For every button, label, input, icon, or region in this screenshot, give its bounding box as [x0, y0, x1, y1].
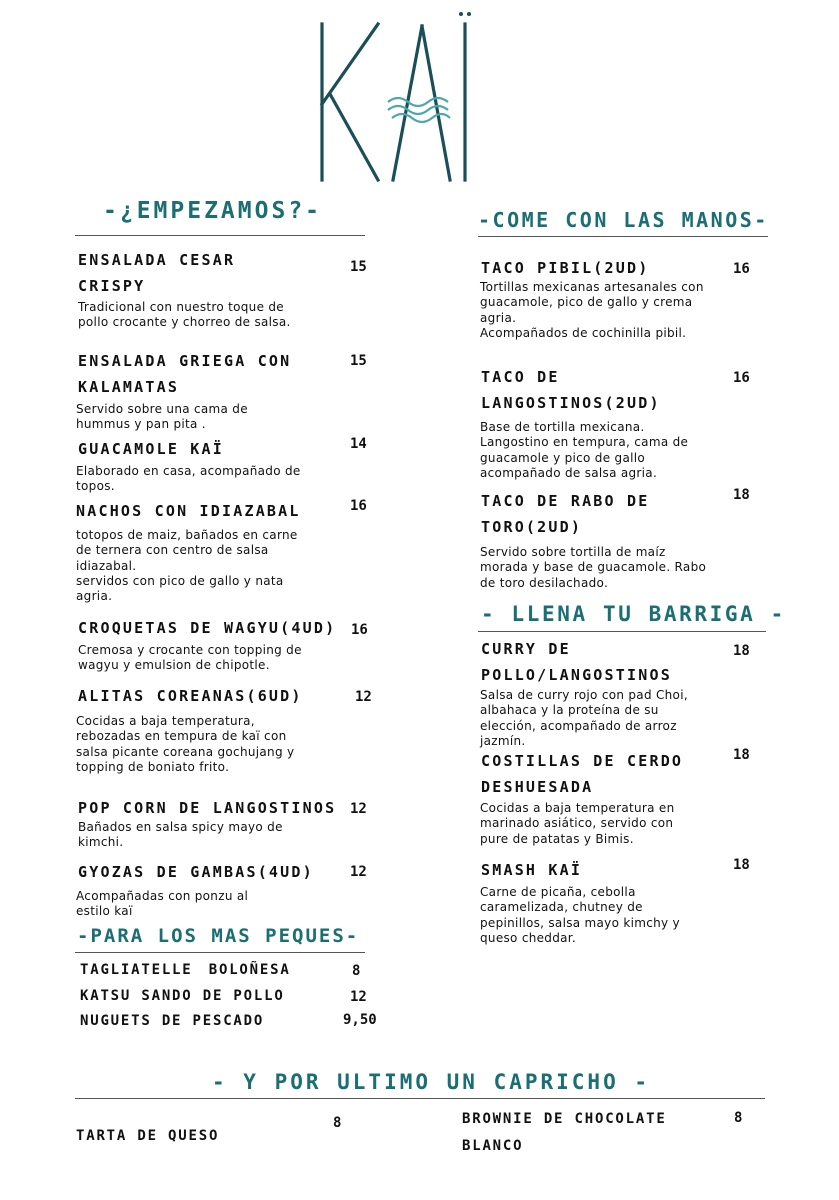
menu-item-name: SMASH KAÏ [481, 861, 583, 879]
menu-item-price: 16 [733, 261, 750, 277]
divider [75, 1098, 765, 1099]
menu-item-desc: Acompañadas con ponzu al estilo kaï [76, 889, 249, 919]
menu-item-price: 18 [733, 643, 750, 659]
menu-item-desc: Tradicional con nuestro toque de pollo crocante y chorreo de salsa. [78, 300, 291, 330]
divider [75, 952, 365, 953]
menu-item-name: CROQUETAS DE WAGYU(4UD) [78, 619, 337, 637]
section-title-empezamos: -¿EMPEZAMOS?- [103, 198, 323, 224]
menu-item-name: POP CORN DE LANGOSTINOS [78, 799, 337, 817]
menu-item-desc: Tortillas mexicanas artesanales con guacamole, pico de gallo y crema agria. Acompañados de cochinilla pibil. [480, 280, 704, 340]
wave-icon [388, 98, 450, 122]
menu-item-price: 18 [733, 747, 750, 763]
menu-item-name: TACO DE RABO DE TORO(2UD) [481, 492, 650, 536]
menu-item-price: 9,50 [343, 1012, 377, 1028]
menu-item-name: ENSALADA GRIEGA CON KALAMATAS [78, 352, 292, 396]
menu-item-price: 12 [350, 989, 367, 1005]
menu-item-price: 12 [355, 689, 372, 705]
menu-item-price: 18 [733, 857, 750, 873]
menu-item-desc: Servido sobre tortilla de maíz morada y base de guacamole. Rabo de toro desilachado. [480, 545, 707, 590]
menu-item-price: 15 [350, 259, 367, 275]
menu-item-name: CURRY DE POLLO/LANGOSTINOS [481, 640, 672, 684]
menu-item-price: 15 [350, 353, 367, 369]
divider [75, 235, 365, 236]
menu-item-desc: Servido sobre una cama de hummus y pan pita . [76, 402, 248, 432]
menu-item-price: 8 [734, 1110, 743, 1126]
menu-item-name: COSTILLAS DE CERDO DESHUESADA [481, 752, 684, 796]
menu-item-desc: Carne de picaña, cebolla caramelizada, chutney de pepinillos, salsa mayo kimchy y queso cheddar. [480, 885, 680, 945]
menu-item-name: BROWNIE DE CHOCOLATE BLANCO [462, 1111, 667, 1154]
menu-item-desc: Bañados en salsa spicy mayo de kimchi. [78, 820, 283, 850]
section-title-manos: -COME CON LAS MANOS- [478, 208, 769, 232]
menu-item-price: 18 [733, 487, 750, 503]
menu-item-name: NUGUETS DE PESCADO [80, 1013, 265, 1029]
section-title-capricho: - Y POR ULTIMO UN CAPRICHO - [212, 1070, 651, 1094]
divider [478, 631, 766, 632]
menu-item-price: 12 [350, 801, 367, 817]
menu-item-price: 8 [333, 1115, 342, 1131]
divider [478, 236, 768, 237]
menu-item-desc: Cocidas a baja temperatura en marinado asiático, servido con pure de patatas y Bimis. [480, 801, 675, 846]
brand-name: KAÏ [300, 8, 302, 9]
menu-item-price: 16 [351, 622, 368, 638]
section-title-peques: -PARA LOS MAS PEQUES- [77, 925, 360, 947]
menu-item-price: 14 [350, 436, 367, 452]
menu-item-desc: totopos de maiz, bañados en carne de ternera con centro de salsa idiazabal. servidos con pico de gallo y nata agria. [76, 528, 298, 604]
menu-item-name: GUACAMOLE KAÏ [78, 440, 224, 458]
menu-item-name: TAGLIATELLE BOLOÑESA [80, 962, 291, 978]
kai-logo [300, 8, 490, 188]
menu-item-price: 12 [350, 864, 367, 880]
menu-item-price: 16 [350, 498, 367, 514]
menu-item-name: ALITAS COREANAS(6UD) [78, 687, 303, 705]
menu-item-desc: Elaborado en casa, acompañado de topos. [76, 464, 301, 494]
menu-item-desc: Cocidas a baja temperatura, rebozadas en tempura de kaï con salsa picante coreana gochujang y topping de boniato frito. [76, 714, 295, 774]
menu-item-name: KATSU SANDO DE POLLO [80, 988, 285, 1004]
menu-item-name: ENSALADA CESAR CRISPY [78, 251, 236, 295]
section-title-barriga: - LLENA TU BARRIGA - [481, 602, 786, 626]
menu-item-desc: Cremosa y crocante con topping de wagyu y emulsion de chipotle. [78, 643, 302, 673]
menu-item-desc: Base de tortilla mexicana. Langostino en tempura, cama de guacamole y pico de gallo acompañado de salsa agria. [480, 420, 689, 480]
menu-item-name: TARTA DE QUESO [76, 1128, 220, 1144]
menu-item-name: NACHOS CON IDIAZABAL [76, 502, 301, 520]
menu-item-name: TACO DE LANGOSTINOS(2UD) [481, 368, 661, 412]
menu-item-price: 16 [733, 370, 750, 386]
menu-item-desc: Salsa de curry rojo con pad Choi, albahaca y la proteína de su elección, acompañado de arroz jazmín. [480, 688, 688, 748]
menu-item-price: 8 [352, 963, 361, 979]
menu-item-name: GYOZAS DE GAMBAS(4UD) [78, 863, 314, 881]
menu-item-name: TACO PIBIL(2UD) [481, 259, 650, 277]
